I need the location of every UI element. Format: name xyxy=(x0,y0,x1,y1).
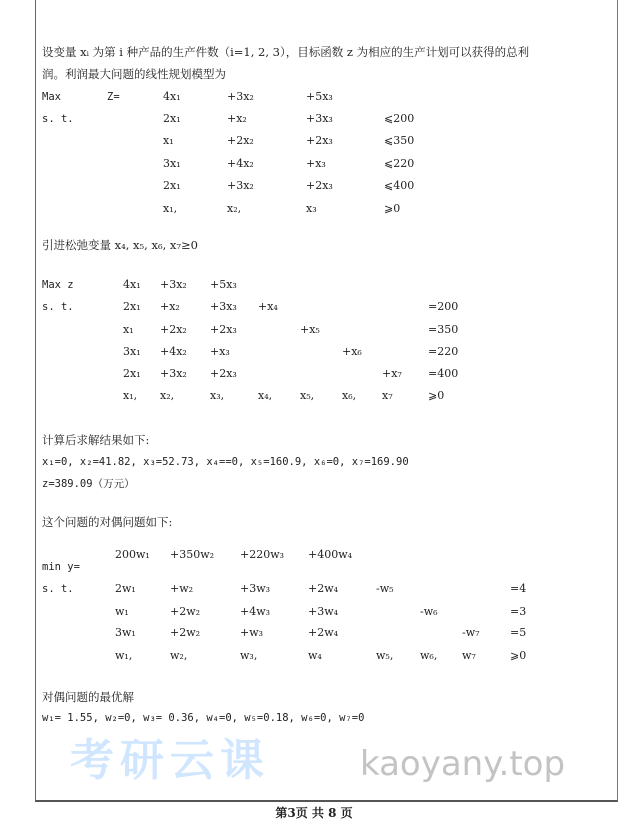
term-r2-c0: x₁ xyxy=(163,134,174,147)
term-r1-c7: =200 xyxy=(428,300,459,313)
term-r3-c0: 3x₁ xyxy=(123,345,141,358)
term-r5-c3: ⩾0 xyxy=(384,202,401,215)
result-values: x₁=0, x₂=41.82, x₃=52.73, x₄==0, x₅=160.9, x₆=0, x₇=169.90 xyxy=(42,456,409,468)
term-r4-c1: +3x₂ xyxy=(227,179,254,192)
term-r5-c1: x₂, xyxy=(160,389,175,402)
intro-line-1: 设变量 xᵢ 为第 i 种产品的生产件数（i=1, 2, 3），目标函数 z 为相应的生产计划可以获得的总利 xyxy=(42,45,530,59)
term-r2-c4: +x₅ xyxy=(300,323,320,336)
term-r1-c2: +3x₃ xyxy=(210,300,237,313)
term-r0-c0: 2w₁ xyxy=(115,582,136,595)
term-r2-c1: +2x₂ xyxy=(160,323,187,336)
term-r1-c0: w₁ xyxy=(115,605,129,618)
term-r0-c4: -w₅ xyxy=(376,582,394,595)
term-r1-c3: +x₄ xyxy=(258,300,278,313)
term-r1-c3: ⩽200 xyxy=(384,112,415,125)
intro-line-2: 润。利润最大问题的线性规划模型为 xyxy=(42,67,226,81)
term-r3-c1: +4x₂ xyxy=(160,345,187,358)
term-r3-c2: w₃, xyxy=(240,649,258,662)
term-r0-c2: +5x₃ xyxy=(210,278,237,291)
max-z-label: Max z xyxy=(42,279,74,291)
dual-objective-term-0: 200w₁ xyxy=(115,548,150,561)
term-r5-c6: x₇ xyxy=(382,389,393,402)
term-r3-c2: +x₃ xyxy=(210,345,230,358)
term-r3-c3: w₄ xyxy=(308,649,322,662)
term-r1-c7: =3 xyxy=(510,605,527,618)
term-r3-c5: +x₆ xyxy=(342,345,362,358)
term-r4-c3: ⩽400 xyxy=(384,179,415,192)
st-label: s. t. xyxy=(42,583,74,595)
term-r5-c2: x₃, xyxy=(210,389,225,402)
page-footer: 第3页 共 8 页 xyxy=(275,806,353,820)
term-r0-c0: 4x₁ xyxy=(163,90,181,103)
term-r5-c5: x₆, xyxy=(342,389,357,402)
term-r5-c2: x₃ xyxy=(306,202,317,215)
term-r3-c0: w₁, xyxy=(115,649,133,662)
term-r0-c7: =4 xyxy=(510,582,527,595)
term-r4-c0: 2x₁ xyxy=(123,367,141,380)
st-label: s. t. xyxy=(42,113,74,125)
term-r2-c2: +w₃ xyxy=(240,626,264,639)
st-label: s. t. xyxy=(42,301,74,313)
term-r4-c7: =400 xyxy=(428,367,459,380)
term-r3-c6: w₇ xyxy=(462,649,476,662)
term-r1-c5: -w₆ xyxy=(420,605,438,618)
min-label: min y= xyxy=(42,561,80,573)
watermark-logo: 考研云课 xyxy=(70,735,270,786)
term-r3-c1: w₂, xyxy=(170,649,188,662)
term-r1-c1: +2w₂ xyxy=(170,605,201,618)
result-objective: z=389.09（万元） xyxy=(42,478,135,490)
term-r1-c1: +x₂ xyxy=(227,112,247,125)
term-r3-c4: w₅, xyxy=(376,649,394,662)
term-r2-c6: -w₇ xyxy=(462,626,480,639)
term-r2-c0: x₁ xyxy=(123,323,134,336)
term-r3-c7: =220 xyxy=(428,345,459,358)
term-r0-c1: +3x₂ xyxy=(160,278,187,291)
term-r3-c7: ⩾0 xyxy=(510,649,527,662)
term-r3-c1: +4x₂ xyxy=(227,157,254,170)
slack-heading: 引进松弛变量 x₄, x₅, x₆, x₇≥0 xyxy=(42,238,198,252)
z-label: Z= xyxy=(107,91,120,103)
term-r0-c1: +3x₂ xyxy=(227,90,254,103)
term-r2-c0: 3w₁ xyxy=(115,626,136,639)
term-r2-c1: +2w₂ xyxy=(170,626,201,639)
term-r2-c3: ⩽350 xyxy=(384,134,415,147)
term-r5-c1: x₂, xyxy=(227,202,242,215)
term-r5-c7: ⩾0 xyxy=(428,389,445,402)
term-r3-c5: w₆, xyxy=(420,649,438,662)
term-r5-c0: x₁, xyxy=(163,202,178,215)
term-r4-c2: +2x₃ xyxy=(306,179,333,192)
term-r5-c3: x₄, xyxy=(258,389,273,402)
term-r1-c1: +x₂ xyxy=(160,300,180,313)
term-r0-c2: +5x₃ xyxy=(306,90,333,103)
term-r4-c2: +2x₃ xyxy=(210,367,237,380)
term-r5-c4: x₅, xyxy=(300,389,315,402)
term-r3-c0: 3x₁ xyxy=(163,157,181,170)
result-heading: 计算后求解结果如下: xyxy=(42,433,150,447)
term-r1-c2: +3x₃ xyxy=(306,112,333,125)
term-r2-c7: =350 xyxy=(428,323,459,336)
dual-heading: 这个问题的对偶问题如下: xyxy=(42,515,173,529)
term-r0-c2: +3w₃ xyxy=(240,582,271,595)
term-r2-c7: =5 xyxy=(510,626,527,639)
dual-solution-heading: 对偶问题的最优解 xyxy=(42,690,134,704)
term-r2-c2: +2x₃ xyxy=(306,134,333,147)
term-r0-c3: +2w₄ xyxy=(308,582,339,595)
term-r1-c2: +4w₃ xyxy=(240,605,271,618)
term-r5-c0: x₁, xyxy=(123,389,138,402)
term-r0-c1: +w₂ xyxy=(170,582,194,595)
term-r2-c1: +2x₂ xyxy=(227,134,254,147)
term-r3-c2: +x₃ xyxy=(306,157,326,170)
dual-objective-term-1: +350w₂ xyxy=(170,548,215,561)
term-r1-c3: +3w₄ xyxy=(308,605,339,618)
term-r4-c0: 2x₁ xyxy=(163,179,181,192)
term-r2-c3: +2w₄ xyxy=(308,626,339,639)
term-r3-c3: ⩽220 xyxy=(384,157,415,170)
term-r2-c2: +2x₃ xyxy=(210,323,237,336)
max-label: Max xyxy=(42,91,61,103)
dual-objective-term-3: +400w₄ xyxy=(308,548,353,561)
term-r0-c0: 4x₁ xyxy=(123,278,141,291)
watermark-url: kaoyany.top xyxy=(360,744,566,784)
term-r4-c1: +3x₂ xyxy=(160,367,187,380)
dual-solution-values: w₁= 1.55, w₂=0, w₃= 0.36, w₄=0, w₅=0.18, w₆=0, w₇=0 xyxy=(42,712,365,724)
dual-objective-term-2: +220w₃ xyxy=(240,548,285,561)
term-r1-c0: 2x₁ xyxy=(163,112,181,125)
term-r4-c6: +x₇ xyxy=(382,367,402,380)
term-r1-c0: 2x₁ xyxy=(123,300,141,313)
